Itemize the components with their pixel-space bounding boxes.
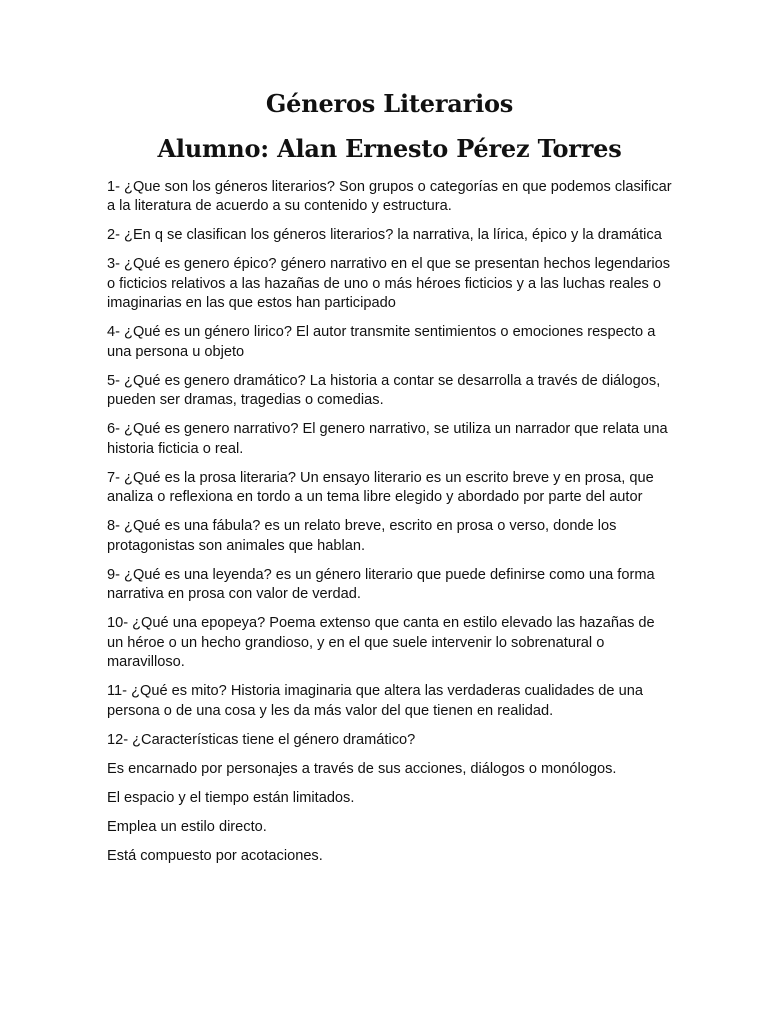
paragraph-14: El espacio y el tiempo están limitados.: [107, 789, 355, 806]
document-title: Géneros Literarios: [265, 89, 514, 118]
paragraph-1: 1- ¿Que son los géneros literarios? Son grupos o categorías en que podemos clasificar a la literatura de acuerdo a su contenido y estructura.: [107, 178, 672, 215]
paragraph-9: 9- ¿Qué es una leyenda? es un género literario que puede definirse como una forma narrativa en prosa con valor de verdad.: [107, 566, 655, 603]
paragraph-6: 6- ¿Qué es genero narrativo? El genero narrativo, se utiliza un narrador que relata una historia ficticia o real.: [107, 421, 668, 457]
paragraph-13: Es encarnado por personajes a través de sus acciones, diálogos o monólogos.: [107, 760, 617, 777]
student-name: Alumno: Alan Ernesto Pérez Torres: [157, 133, 622, 163]
paragraph-2: 2- ¿En q se clasifican los géneros literarios? la narrativa, la lírica, épico y la dramática: [107, 227, 662, 244]
paragraph-8: 8- ¿Qué es una fábula? es un relato breve, escrito en prosa o verso, donde los protagonistas son animales que hablan.: [107, 518, 617, 554]
paragraph-4: 4- ¿Qué es un género lirico? El autor transmite sentimientos o emociones respecto a una persona u objeto: [107, 324, 656, 360]
paragraph-11: 11- ¿Qué es mito? Historia imaginaria que altera las verdaderas cualidades de una persona o de una cosa y les da más valor del que tienen en realidad.: [107, 683, 643, 719]
paragraph-3: 3- ¿Qué es genero épico? género narrativo en el que se presentan hechos legendarios o ficticios relativos a las hazañas de uno o más héroes ficticios y a las luchas reales o imaginarias en las que estos han participado: [107, 256, 671, 312]
paragraph-16: Está compuesto por acotaciones.: [107, 847, 323, 864]
paragraph-5: 5- ¿Qué es genero dramático? La historia a contar se desarrolla a través de diálogos, pueden ser dramas, tragedias o comedias.: [107, 372, 661, 409]
paragraph-12: 12- ¿Características tiene el género dramático?: [107, 731, 416, 748]
paragraph-7: 7- ¿Qué es la prosa literaria? Un ensayo literario es un escrito breve y en prosa, que analiza o reflexiona en tordo a un tema libre elegido y abordado por parte del autor: [107, 469, 654, 506]
paragraph-10: 10- ¿Qué una epopeya? Poema extenso que canta en estilo elevado las hazañas de un héroe o un hecho grandioso, y en el que suele intervenir lo sobrenatural o maravilloso.: [107, 615, 655, 671]
paragraph-15: Emplea un estilo directo.: [107, 818, 267, 835]
